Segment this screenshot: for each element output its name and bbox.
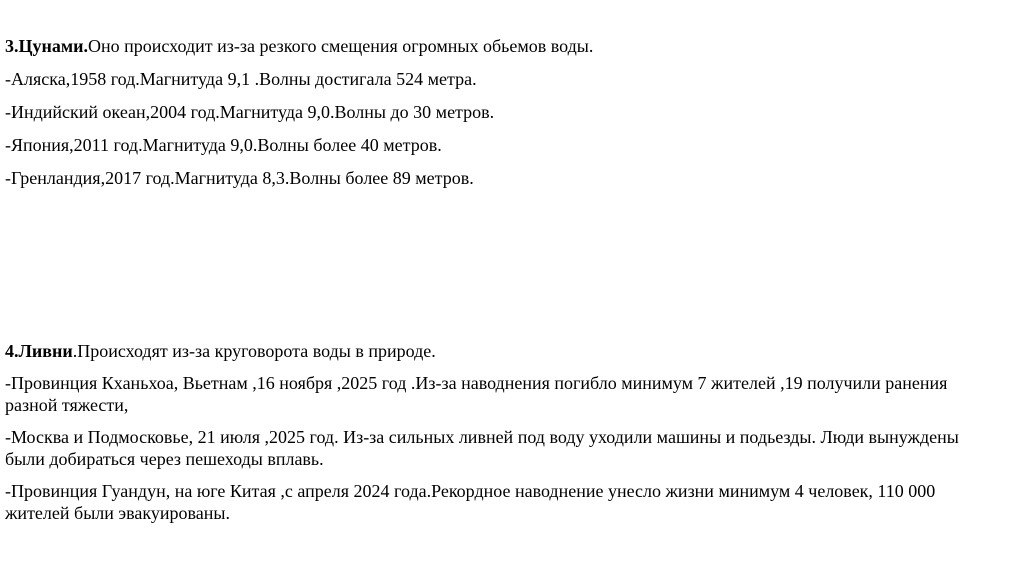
tsunami-intro: Оно происходит из-за резкого смещения огромных обьемов воды. xyxy=(88,36,594,56)
showers-intro: .Происходят из-за круговорота воды в природе. xyxy=(72,341,436,361)
tsunami-heading-line xyxy=(5,35,995,57)
showers-item-vietnam: -Провинция Кханьхоа, Вьетнам ,16 ноября ,2025 год .Из-за наводнения погибло минимум 7 жителей ,19 получили ранения разной тяжести, xyxy=(5,373,948,415)
tsunami-item-japan: -Япония,2011 год.Магнитуда 9,0.Волны более 40 метров. xyxy=(5,135,442,155)
tsunami-item-greenland: -Гренландия,2017 год.Магнитуда 8,3.Волны более 89 метров. xyxy=(5,168,474,188)
tsunami-item-indian-ocean: -Индийский океан,2004 год.Магнитуда 9,0.Волны до 30 метров. xyxy=(5,102,495,122)
showers-heading-line xyxy=(5,340,995,362)
showers-item-moscow: -Москва и Подмосковье, 21 июля ,2025 год. Из-за сильных ливней под воду уходили машины и подьезды. Люди вынуждены были добираться через пешеходы вплавь. xyxy=(5,427,959,469)
tsunami-heading: 3.Цунами. xyxy=(5,36,89,56)
showers-heading: 4.Ливни xyxy=(5,341,73,361)
showers-section xyxy=(5,340,995,534)
tsunami-section xyxy=(5,35,995,200)
tsunami-item-alaska: -Аляска,1958 год.Магнитуда 9,1 .Волны достигала 524 метра. xyxy=(5,69,477,89)
showers-item-guangdong: -Провинция Гуандун, на юге Китая ,с апреля 2024 года.Рекордное наводнение унесло жизни минимум 4 человек, 110 000 жителей были эвакуированы. xyxy=(5,481,936,523)
